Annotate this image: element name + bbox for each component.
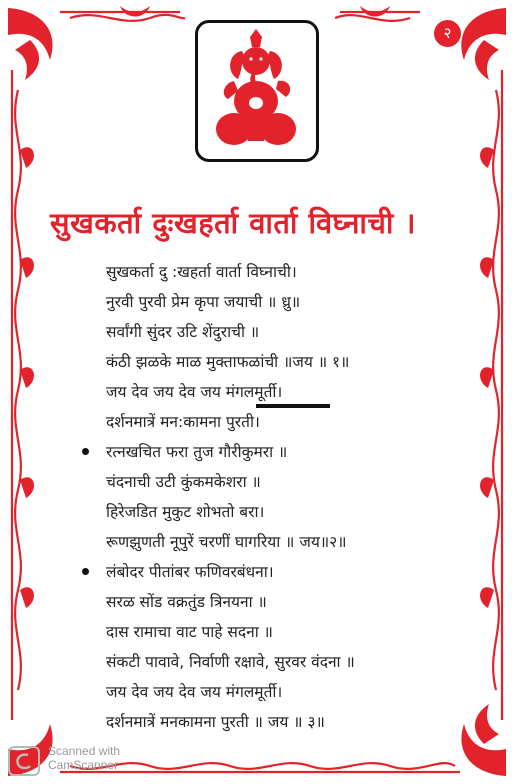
- bullet-point: [82, 568, 89, 575]
- bullet-point: [82, 448, 89, 455]
- watermark-line-2: CamScanner: [48, 758, 119, 772]
- verse-line: जय देव जय देव जय मंगलमूर्ती।: [106, 683, 283, 701]
- verse-line: दर्शनमात्रें मनकामना पुरती ॥ जय ॥ ३॥: [106, 713, 325, 731]
- verse-line: कंठी झळके माळ मुक्ताफळांची ॥जय ॥ १॥: [106, 353, 350, 371]
- verse-line: दर्शनमात्रें मन:कामना पुरती।: [106, 413, 260, 431]
- verse-line: सरळ सोंड वक्रतुंड त्रिनयना ॥: [106, 593, 267, 611]
- verse-line: चंदनाची उटी कुंकमकेशरा ॥: [106, 473, 261, 491]
- verse-line: नुरवी पुरवी प्रेम कृपा जयाची ॥ ध्रु॥: [106, 293, 301, 311]
- verse-line: सर्वांगी सुंदर उटि शेंदुराची ॥: [106, 323, 260, 341]
- verse-line: रूणझुणती नूपुरें चरणीं घागरिया ॥ जय॥२॥: [106, 533, 347, 551]
- verse-line: दास रामाचा वाट पाहे सदना ॥: [106, 623, 273, 641]
- verse-line: हिरेजडित मुकुट शोभतो बरा।: [106, 503, 265, 521]
- watermark-line-1: Scanned with: [48, 744, 121, 758]
- ganesh-image-frame: [195, 20, 319, 162]
- verse-line: सुखकर्ता दु :खहर्ता वार्ता विघ्नाची।: [106, 263, 297, 281]
- verse-line: संकटी पावावे, निर्वाणी रक्षावे, सुरवर वंदना ॥: [106, 653, 355, 671]
- camscanner-logo-icon: [8, 746, 40, 776]
- page-title: सुखकर्ता दुःखहर्ता वार्ता विघ्नाची ।: [50, 206, 416, 240]
- verse-line: जय देव जय देव जय मंगलमूर्ती।: [106, 383, 283, 401]
- page-number-badge: २: [434, 20, 461, 47]
- scanner-watermark: [8, 744, 168, 778]
- verse-line: लंबोदर पीतांबर फणिवरबंधना।: [106, 563, 274, 581]
- verse-line: रत्नखचित फरा तुज गौरीकुमरा ॥: [106, 443, 288, 461]
- ganesh-icon: [198, 23, 316, 159]
- handwritten-underline: [256, 404, 330, 408]
